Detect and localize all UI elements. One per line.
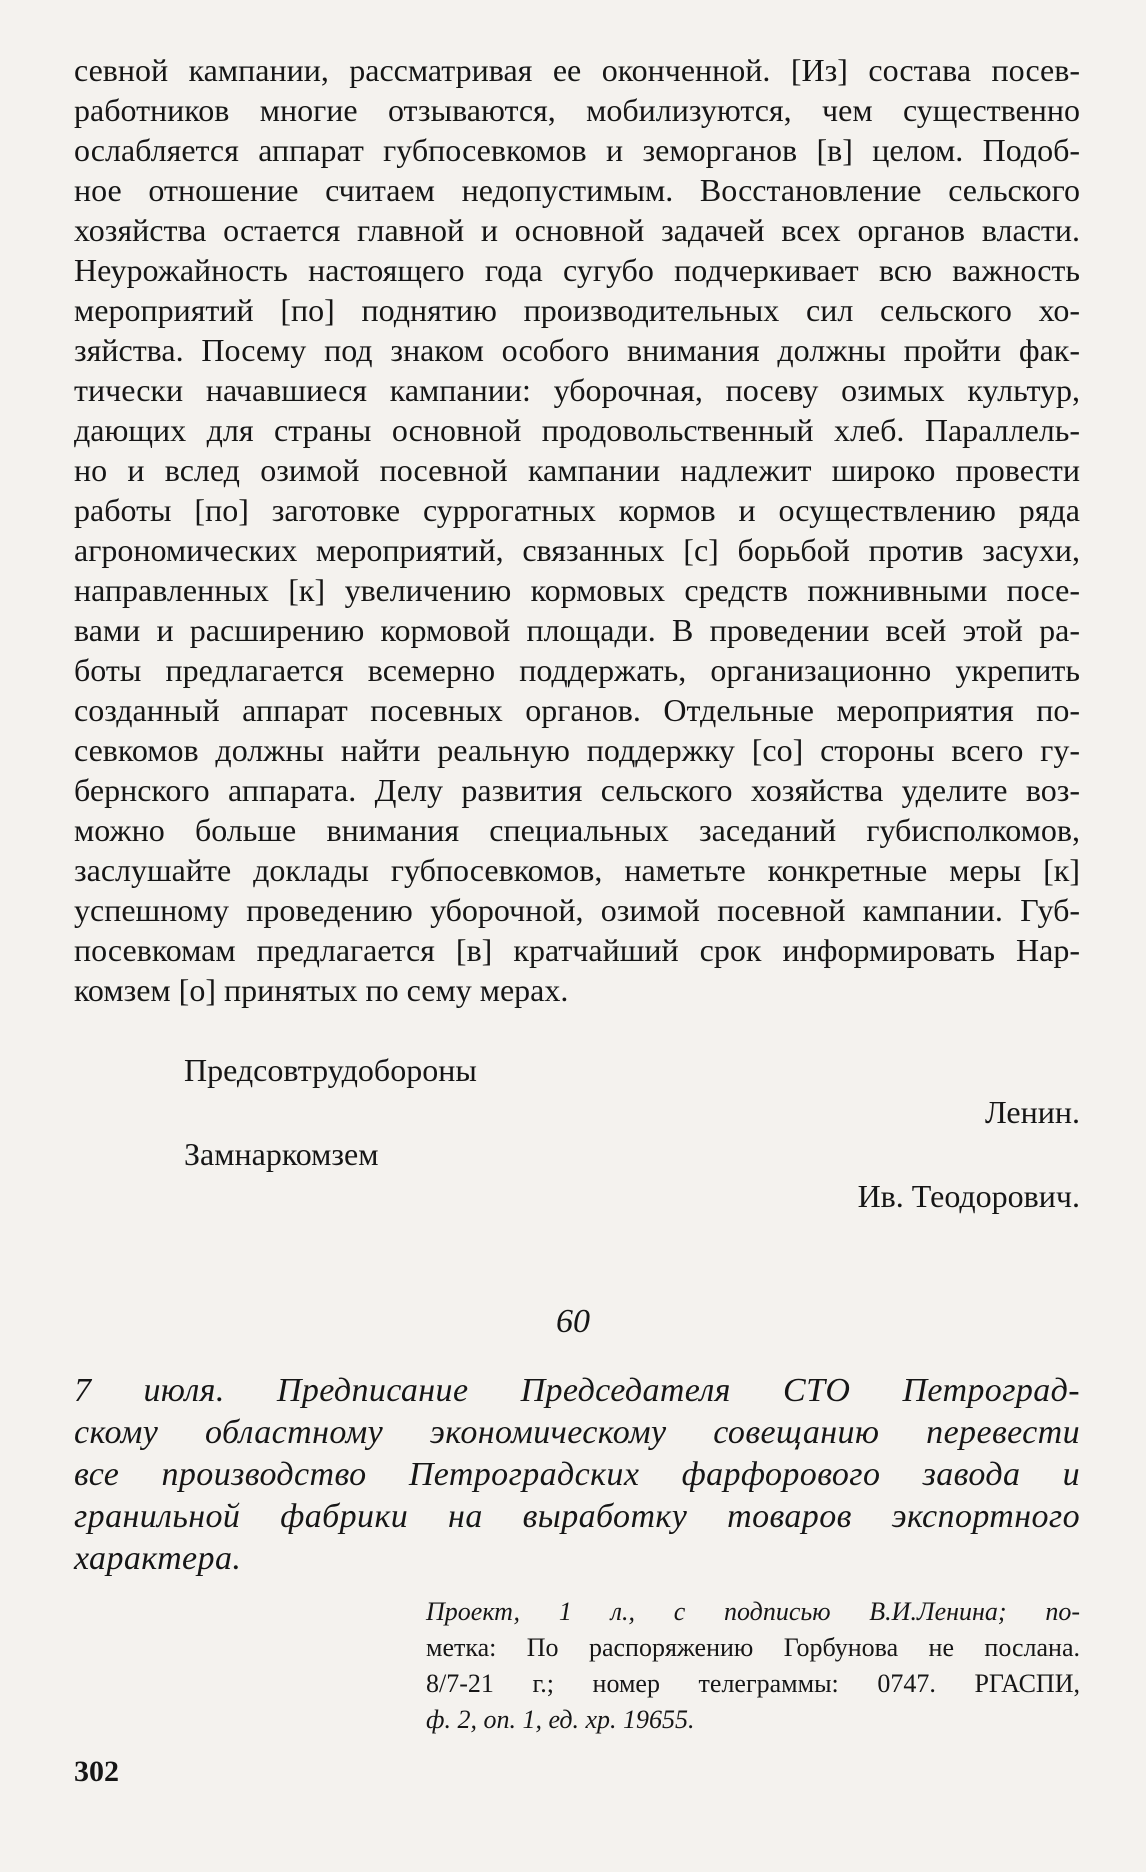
- body-line: дающих для страны основной продовольственный хлеб. Параллель-: [74, 412, 1080, 448]
- heading-line: скому областному экономическому совещанию перевести: [74, 1414, 1080, 1451]
- signature-name: Ленин.: [984, 1094, 1080, 1130]
- body-line: успешному проведению уборочной, озимой посевной кампании. Губ-: [74, 892, 1080, 928]
- body-line: созданный аппарат посевных органов. Отдельные мероприятия по-: [74, 692, 1080, 728]
- body-line: работы [по] заготовке суррогатных кормов и осуществлению ряда: [74, 492, 1080, 528]
- body-line: заслушайте доклады губпосевкомов, наметьте конкретные меры [к]: [74, 852, 1080, 888]
- body-line: агрономических мероприятий, связанных [с] борьбой против засухи,: [74, 532, 1080, 568]
- source-line: ф. 2, оп. 1, ед. хр. 19655.: [426, 1705, 695, 1734]
- heading-line: гранильной фабрики на выработку товаров экспортного: [74, 1498, 1080, 1535]
- heading-line: характера.: [74, 1540, 242, 1577]
- signature-title: Замнаркомзем: [184, 1136, 379, 1172]
- body-line: хозяйства остается главной и основной задачей всех органов власти.: [74, 212, 1080, 248]
- page-number: 302: [74, 1755, 119, 1788]
- body-line: но и вслед озимой посевной кампании надлежит широко провести: [74, 452, 1080, 488]
- signature-name: Ив. Теодорович.: [857, 1178, 1080, 1214]
- signature-title: Предсовтрудобороны: [184, 1052, 477, 1088]
- source-line: метка: По распоряжению Горбунова не послана.: [426, 1633, 1080, 1662]
- body-line: Неурожайность настоящего года сугубо подчеркивает всю важность: [74, 252, 1080, 288]
- body-line: боты предлагается всемерно поддержать, организационно укрепить: [74, 652, 1080, 688]
- body-line: ное отношение считаем недопустимым. Восстановление сельского: [74, 172, 1080, 208]
- body-line: комзем [о] принятых по сему мерах.: [74, 972, 569, 1008]
- body-line: мероприятий [по] поднятию производительных сил сельского хо-: [74, 292, 1080, 328]
- body-line: можно больше внимания специальных заседаний губисполкомов,: [74, 812, 1080, 848]
- body-line: посевкомам предлагается [в] кратчайший срок информировать Нар-: [74, 932, 1080, 968]
- source-line: Проект, 1 л., с подписью В.И.Ленина; по-: [426, 1597, 1080, 1626]
- body-line: ослабляется аппарат губпосевкомов и земорганов [в] целом. Подоб-: [74, 132, 1080, 168]
- heading-line: 7 июля. Предписание Председателя СТО Петроград-: [74, 1372, 1080, 1409]
- heading-line: все производство Петроградских фарфорового завода и: [74, 1456, 1080, 1493]
- body-line: работников многие отзываются, мобилизуются, чем существенно: [74, 92, 1080, 128]
- body-line: тически начавшиеся кампании: уборочная, посеву озимых культур,: [74, 372, 1080, 408]
- body-line: севкомов должны найти реальную поддержку [со] стороны всего гу-: [74, 732, 1080, 768]
- source-line: 8/7-21 г.; номер телеграммы: 0747. РГАСПИ,: [426, 1669, 1080, 1698]
- document-number: 60: [556, 1303, 590, 1340]
- body-line: севной кампании, рассматривая ее оконченной. [Из] состава посев-: [74, 52, 1080, 88]
- body-line: вами и расширению кормовой площади. В проведении всей этой ра-: [74, 612, 1080, 648]
- body-line: бернского аппарата. Делу развития сельского хозяйства уделите воз-: [74, 772, 1080, 808]
- body-line: направленных [к] увеличению кормовых средств пожнивными посе-: [74, 572, 1080, 608]
- body-line: зяйства. Посему под знаком особого внимания должны пройти фак-: [74, 332, 1080, 368]
